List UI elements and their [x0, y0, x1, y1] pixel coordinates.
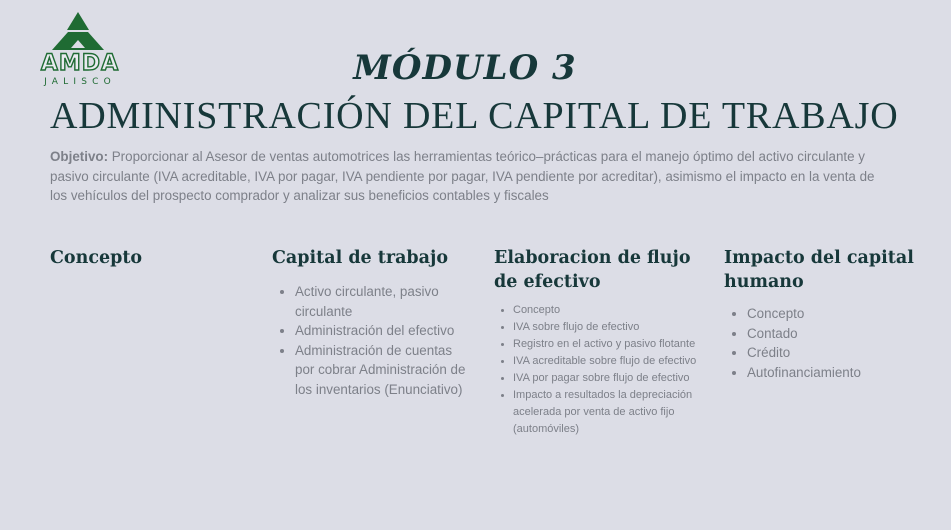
- page-title: ADMINISTRACIÓN DEL CAPITAL DE TRABAJO: [50, 95, 899, 137]
- column-flujo-de-efectivo: [494, 246, 699, 438]
- list-item: • Concepto: [747, 304, 924, 324]
- objective-text: Proporcionar al Asesor de ventas automotrices las herramientas teórico–prácticas para el manejo óptimo del activo circulante y pasivo circulante (IVA acreditable, IVA por pagar, IVA pendiente por pagar, IVA pendiente por acreditar), asimismo el impacto en la venta de los vehículos del prospecto comprador y analizar sus beneficios contables y fiscales: [50, 149, 875, 203]
- column-capital-de-trabajo: [272, 246, 472, 400]
- column-heading: Concepto: [50, 248, 143, 268]
- column-heading: Elaboracion de flujo de efectivo: [494, 248, 691, 292]
- list-item: • IVA acreditable sobre flujo de efectivo: [513, 353, 699, 370]
- objective-label: Objetivo:: [50, 149, 109, 164]
- objective-paragraph: [50, 147, 880, 206]
- topic-list: [272, 282, 472, 400]
- list-item: • Administración del efectivo: [295, 321, 472, 341]
- list-item: • Crédito: [747, 343, 924, 363]
- column-capital-humano: [724, 246, 924, 382]
- list-item: • Concepto: [513, 302, 699, 319]
- list-item: • Autofinanciamiento: [747, 363, 924, 383]
- list-item: • Impacto a resultados la depreciación acelerada por venta de activo fijo (automóviles): [513, 387, 699, 438]
- column-heading: Impacto del capital humano: [724, 248, 914, 292]
- list-item: • Activo circulante, pasivo circulante: [295, 282, 472, 321]
- list-item: • IVA sobre flujo de efectivo: [513, 319, 699, 336]
- list-item: • IVA por pagar sobre flujo de efectivo: [513, 370, 699, 387]
- list-item: • Registro en el activo y pasivo flotante: [513, 336, 699, 353]
- logo-wordmark: AMDA: [40, 51, 120, 76]
- topic-list: [494, 302, 699, 438]
- list-item: • Administración de cuentas por cobrar Administración de los inventarios (Enunciativo): [295, 341, 472, 400]
- topic-list: [724, 304, 924, 382]
- column-heading: Capital de trabajo: [272, 248, 448, 268]
- column-concepto: [50, 246, 250, 270]
- module-title: MÓDULO 3: [353, 48, 577, 88]
- list-item: • Contado: [747, 324, 924, 344]
- logo-subtitle: JALISCO: [44, 77, 116, 87]
